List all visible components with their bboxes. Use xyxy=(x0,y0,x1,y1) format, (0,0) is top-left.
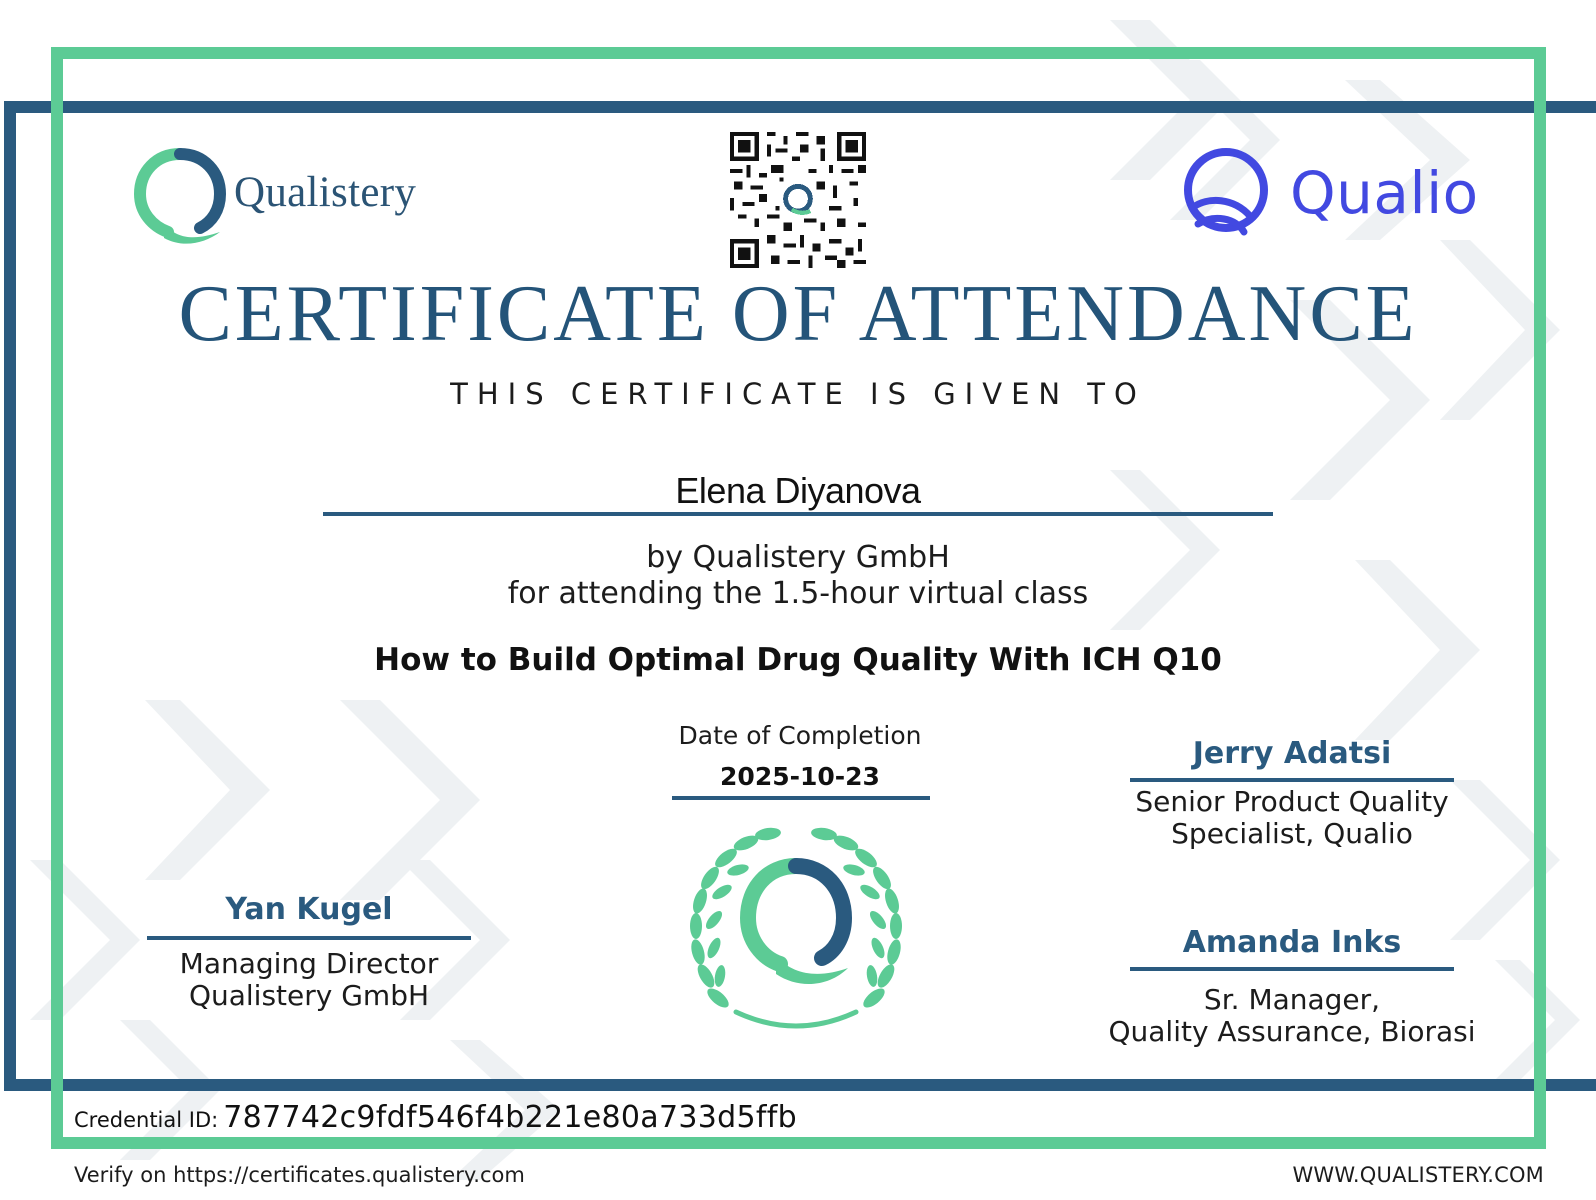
signatory-name: Amanda Inks xyxy=(1182,925,1402,960)
signatory-role-line: Qualistery GmbH xyxy=(188,979,430,1012)
qualio-icon xyxy=(1178,144,1274,244)
signatory-role xyxy=(1100,984,1484,1048)
laurel-seal-icon xyxy=(676,826,916,1046)
course-title: How to Build Optimal Drug Quality With ICH Q10 xyxy=(374,642,1222,678)
qualistery-logo xyxy=(134,148,444,244)
given-to-caption: THIS CERTIFICATE IS GIVEN TO xyxy=(450,377,1146,411)
recipient-underline xyxy=(323,512,1273,516)
qualio-logo xyxy=(1178,144,1498,244)
qualistery-wordmark: Qualistery xyxy=(234,168,417,216)
qualistery-q-icon xyxy=(134,148,226,244)
verify-link[interactable]: Verify on https://certificates.qualistery.com xyxy=(74,1163,525,1187)
signatory-role-line: Sr. Manager, xyxy=(1203,983,1381,1016)
credential-id-value: 787742c9fdf546f4b221e80a733d5ffb xyxy=(223,1100,797,1135)
signatory-role-line: Senior Product Quality xyxy=(1135,785,1449,818)
completion-date-underline xyxy=(672,796,930,800)
attendance-line: for attending the 1.5-hour virtual class xyxy=(507,576,1089,611)
signature-line xyxy=(1130,778,1454,782)
credential-id-label: Credential ID: xyxy=(74,1108,219,1132)
signatory-role xyxy=(140,948,478,1012)
qr-code xyxy=(730,132,866,268)
signatory-role-line: Specialist, Qualio xyxy=(1171,817,1413,850)
signature-line xyxy=(147,936,471,940)
website-link[interactable]: WWW.QUALISTERY.COM xyxy=(1292,1163,1544,1187)
qualio-wordmark: Qualio xyxy=(1290,159,1479,227)
signatory-role xyxy=(1110,786,1474,850)
signatory-role-line: Quality Assurance, Biorasi xyxy=(1108,1015,1476,1048)
certificate-title: CERTIFICATE OF ATTENDANCE xyxy=(178,270,1418,358)
issuer-text xyxy=(0,540,1596,612)
credential-id xyxy=(74,1100,797,1135)
completion-date-label: Date of Completion xyxy=(678,721,922,750)
issuer-line: by Qualistery GmbH xyxy=(646,540,950,575)
recipient-name: Elena Diyanova xyxy=(675,470,921,511)
completion-date: 2025-10-23 xyxy=(720,762,880,791)
signature-line xyxy=(1130,967,1454,971)
signatory-name: Jerry Adatsi xyxy=(1192,736,1392,771)
signatory-name: Yan Kugel xyxy=(225,892,393,927)
signatory-role-line: Managing Director xyxy=(179,947,439,980)
